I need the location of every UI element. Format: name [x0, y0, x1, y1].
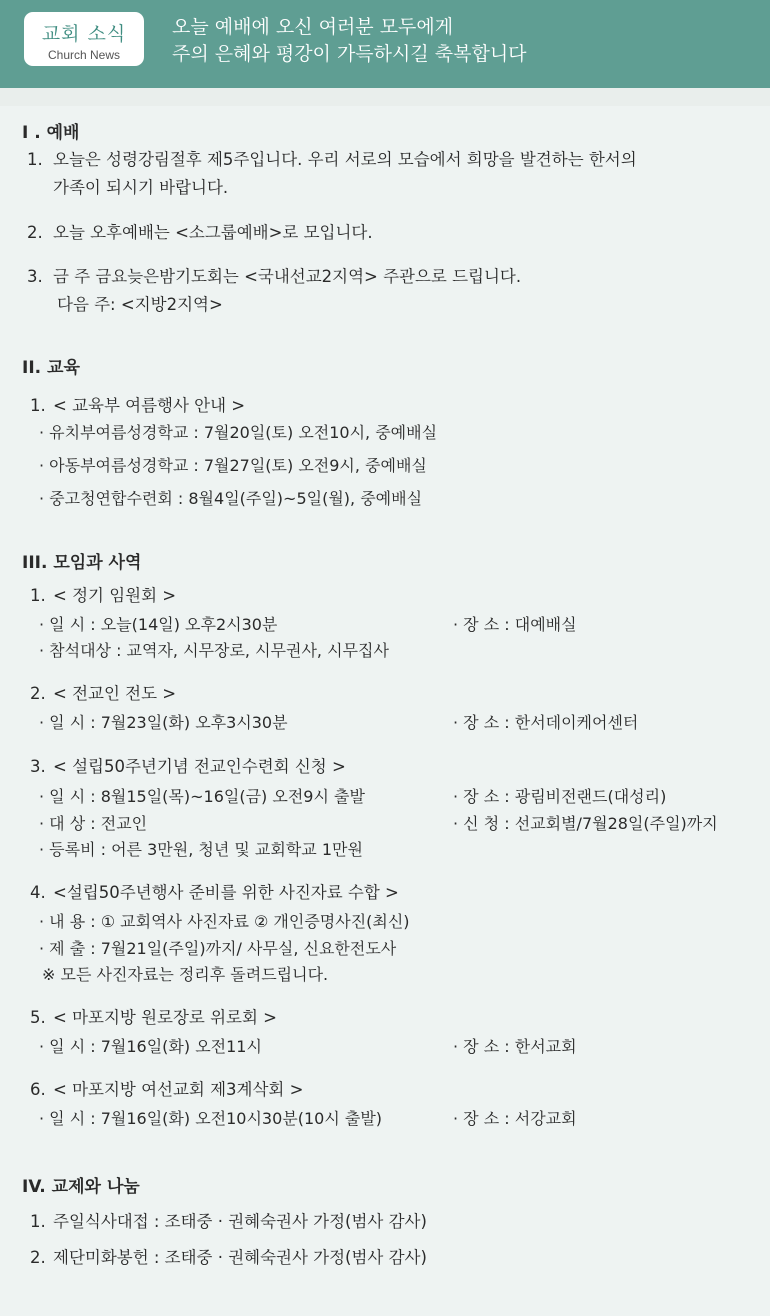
worship-item-1-cont: 가족이 되시기 바랍니다. [53, 178, 229, 197]
item-number: 6. [30, 1080, 46, 1099]
item-number: 2. [27, 223, 43, 242]
badge-title: 교회 소식 [41, 23, 127, 45]
meeting-item-5: < 마포지방 원로장로 위로회 > [53, 1008, 277, 1027]
greeting-line: 오늘 예배에 오신 여러분 모두에게 [172, 16, 454, 38]
item-number: 4. [30, 883, 46, 902]
meeting-detail: · 일 시 : 7월16일(화) 오전10시30분(10시 출발) [39, 1109, 383, 1128]
meeting-item-3: < 설립50주년기념 전교인수련회 신청 > [53, 757, 346, 776]
section-title-worship: I . 예배 [22, 123, 80, 143]
section-title-meetings: III. 모임과 사역 [22, 553, 142, 573]
church-news-badge [24, 12, 144, 66]
meeting-item-6: < 마포지방 여선교회 제3계삭회 > [53, 1080, 304, 1099]
worship-item-3: 금 주 금요늦은밤기도회는 <국내선교2지역> 주관으로 드립니다. [53, 267, 522, 286]
meeting-detail: · 등록비 : 어른 3만원, 청년 및 교회학교 1만원 [39, 840, 363, 859]
section-title-education: II. 교육 [22, 358, 80, 378]
fellowship-item-1: 주일식사대접 : 조태중 · 권혜숙권사 가정(범사 감사) [53, 1212, 427, 1231]
education-detail: · 유치부여름성경학교 : 7월20일(토) 오전10시, 중예배실 [39, 423, 438, 442]
meeting-item-2: < 전교인 전도 > [53, 684, 177, 703]
meeting-place: · 장 소 : 서강교회 [453, 1109, 577, 1128]
greeting-message [172, 14, 527, 68]
meeting-place: · 장 소 : 광림비전랜드(대성리) [453, 787, 667, 806]
meeting-detail: · 일 시 : 오늘(14일) 오후2시30분 [39, 615, 278, 634]
meeting-detail: · 대 상 : 전교인 [39, 814, 148, 833]
meeting-place: · 신 청 : 선교회별/7월28일(주일)까지 [453, 814, 718, 833]
item-number: 2. [30, 684, 46, 703]
meeting-place: · 장 소 : 한서교회 [453, 1037, 577, 1056]
meeting-note: ※ 모든 사진자료는 정리후 돌려드립니다. [42, 965, 329, 984]
item-number: 1. [27, 150, 43, 169]
meeting-detail: · 참석대상 : 교역자, 시무장로, 시무권사, 시무집사 [39, 641, 389, 660]
greeting-line: 주의 은혜와 평강이 가득하시길 축복합니다 [172, 43, 527, 65]
meeting-place: · 장 소 : 한서데이케어센터 [453, 713, 639, 732]
item-number: 1. [30, 1212, 46, 1231]
item-number: 1. [30, 396, 46, 415]
meeting-item-4: <설립50주년행사 준비를 위한 사진자료 수합 > [53, 883, 399, 902]
fellowship-item-2: 제단미화봉헌 : 조태중 · 권혜숙권사 가정(범사 감사) [53, 1248, 427, 1267]
meeting-detail: · 제 출 : 7월21일(주일)까지/ 사무실, 신요한전도사 [39, 939, 397, 958]
item-number: 5. [30, 1008, 46, 1027]
meeting-place: · 장 소 : 대예배실 [453, 615, 577, 634]
news-content [0, 106, 770, 1316]
item-number: 2. [30, 1248, 46, 1267]
worship-item-1: 오늘은 성령강림절후 제5주입니다. 우리 서로의 모습에서 희망을 발견하는 한서의 [53, 150, 637, 169]
education-detail: · 중고청연합수련회 : 8월4일(주일)~5일(월), 중예배실 [39, 489, 423, 508]
header-banner [0, 0, 770, 88]
worship-item-3-cont: 다음 주: <지방2지역> [57, 295, 223, 314]
worship-item-2: 오늘 오후예배는 <소그룹예배>로 모입니다. [53, 223, 373, 242]
meeting-item-1: < 정기 임원회 > [53, 586, 177, 605]
meeting-detail: · 일 시 : 8월15일(목)~16일(금) 오전9시 출발 [39, 787, 365, 806]
education-item-1: < 교육부 여름행사 안내 > [53, 396, 246, 415]
item-number: 3. [27, 267, 43, 286]
badge-subtitle: Church News [47, 48, 121, 62]
meeting-detail: · 내 용 : ① 교회역사 사진자료 ② 개인증명사진(최신) [39, 912, 410, 931]
meeting-detail: · 일 시 : 7월23일(화) 오후3시30분 [39, 713, 288, 732]
item-number: 1. [30, 586, 46, 605]
section-title-fellowship: IV. 교제와 나눔 [22, 1177, 140, 1197]
item-number: 3. [30, 757, 46, 776]
header-edge [0, 88, 770, 106]
education-detail: · 아동부여름성경학교 : 7월27일(토) 오전9시, 중예배실 [39, 456, 427, 475]
meeting-detail: · 일 시 : 7월16일(화) 오전11시 [39, 1037, 262, 1056]
